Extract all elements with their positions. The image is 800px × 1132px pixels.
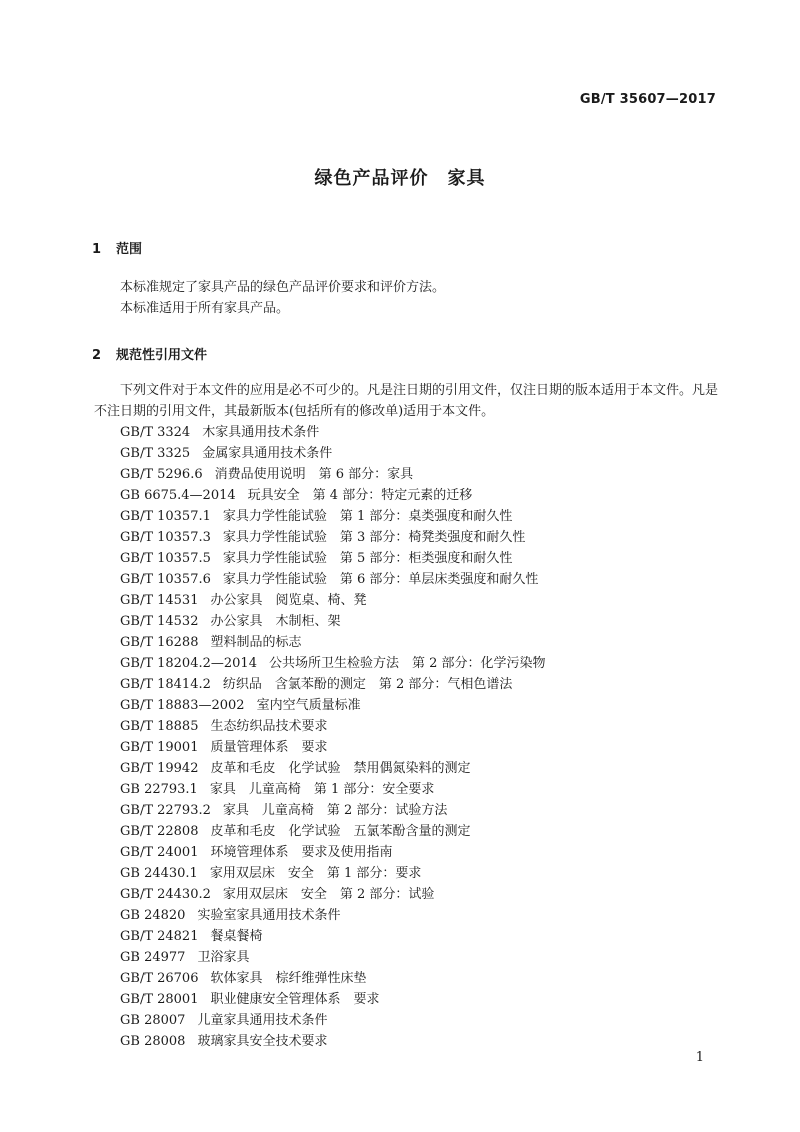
reference-item (120, 611, 546, 632)
reference-title: 皮革和毛皮 化学试验 五氯苯酚含量的测定 (210, 824, 471, 839)
reference-item (120, 947, 546, 968)
reference-item (120, 716, 546, 737)
reference-code: GB/T 18883—2002 (120, 698, 245, 713)
standard-code: GB/T 35607—2017 (579, 92, 716, 107)
reference-item (120, 842, 546, 863)
reference-title: 卫浴家具 (197, 950, 250, 965)
reference-code: GB/T 22793.2 (120, 803, 211, 818)
reference-item (120, 926, 546, 947)
section-number: 2 (92, 348, 102, 363)
reference-item (120, 863, 546, 884)
reference-title: 家具力学性能试验 第 3 部分：椅凳类强度和耐久性 (222, 530, 526, 545)
reference-code: GB 24820 (120, 908, 186, 923)
reference-code: GB/T 24821 (120, 929, 199, 944)
reference-item (120, 548, 546, 569)
section-title: 规范性引用文件 (116, 348, 208, 363)
reference-code: GB/T 10357.1 (120, 509, 211, 524)
reference-item (120, 674, 546, 695)
reference-title: 办公家具 木制柜、架 (210, 614, 341, 629)
reference-title: 实验室家具通用技术条件 (197, 908, 341, 923)
reference-title: 室内空气质量标准 (256, 698, 361, 713)
reference-code: GB/T 10357.3 (120, 530, 211, 545)
reference-code: GB 22793.1 (120, 782, 198, 797)
reference-code: GB 24977 (120, 950, 186, 965)
reference-title: 办公家具 阅览桌、椅、凳 (210, 593, 367, 608)
reference-code: GB/T 18885 (120, 719, 199, 734)
reference-item (120, 800, 546, 821)
reference-title: 金属家具通用技术条件 (202, 446, 333, 461)
reference-title: 质量管理体系 要求 (210, 740, 328, 755)
reference-title: 木家具通用技术条件 (202, 425, 320, 440)
reference-code: GB/T 5296.6 (120, 467, 203, 482)
reference-title: 家具 儿童高椅 第 1 部分：安全要求 (209, 782, 435, 797)
document-title: 绿色产品评价 家具 (314, 168, 486, 189)
reference-code: GB/T 3325 (120, 446, 191, 461)
reference-code: GB/T 16288 (120, 635, 199, 650)
reference-title: 玻璃家具安全技术要求 (197, 1034, 328, 1049)
reference-title: 家具力学性能试验 第 1 部分：桌类强度和耐久性 (222, 509, 513, 524)
reference-code: GB 24430.1 (120, 866, 198, 881)
reference-title: 家用双层床 安全 第 2 部分：试验 (222, 887, 435, 902)
reference-code: GB 28007 (120, 1013, 186, 1028)
reference-code: GB/T 22808 (120, 824, 199, 839)
reference-code: GB 6675.4—2014 (120, 488, 236, 503)
reference-code: GB/T 24430.2 (120, 887, 211, 902)
reference-title: 家具力学性能试验 第 5 部分：柜类强度和耐久性 (222, 551, 513, 566)
reference-code: GB/T 24001 (120, 845, 199, 860)
reference-item (120, 968, 546, 989)
reference-title: 消费品使用说明 第 6 部分：家具 (214, 467, 414, 482)
reference-code: GB/T 19001 (120, 740, 199, 755)
page-number: 1 (695, 1050, 704, 1065)
reference-item (120, 1031, 546, 1052)
reference-item (120, 737, 546, 758)
reference-item (120, 485, 546, 506)
reference-item (120, 1010, 546, 1031)
reference-list (120, 422, 546, 1052)
reference-code: GB/T 18204.2—2014 (120, 656, 257, 671)
reference-item (120, 905, 546, 926)
reference-title: 家用双层床 安全 第 1 部分：要求 (209, 866, 422, 881)
reference-code: GB/T 14532 (120, 614, 199, 629)
reference-item (120, 989, 546, 1010)
reference-item (120, 884, 546, 905)
reference-item (120, 422, 546, 443)
reference-code: GB/T 28001 (120, 992, 199, 1007)
reference-code: GB/T 26706 (120, 971, 199, 986)
reference-code: GB 28008 (120, 1034, 186, 1049)
reference-title: 餐桌餐椅 (210, 929, 263, 944)
reference-item (120, 779, 546, 800)
scope-paragraph-2: 本标准适用于所有家具产品。 (120, 301, 290, 316)
reference-item (120, 569, 546, 590)
reference-title: 家具 儿童高椅 第 2 部分：试验方法 (222, 803, 448, 818)
reference-title: 塑料制品的标志 (210, 635, 302, 650)
reference-item (120, 821, 546, 842)
reference-code: GB/T 3324 (120, 425, 191, 440)
reference-item (120, 632, 546, 653)
reference-title: 软体家具 棕纤维弹性床垫 (210, 971, 367, 986)
reference-item (120, 653, 546, 674)
section-title: 范围 (116, 242, 143, 257)
reference-item (120, 506, 546, 527)
reference-code: GB/T 10357.6 (120, 572, 211, 587)
reference-item (120, 590, 546, 611)
reference-item (120, 527, 546, 548)
reference-title: 生态纺织品技术要求 (210, 719, 328, 734)
reference-item (120, 758, 546, 779)
reference-code: GB/T 18414.2 (120, 677, 211, 692)
reference-title: 环境管理体系 要求及使用指南 (210, 845, 393, 860)
reference-item (120, 464, 546, 485)
section-number: 1 (92, 242, 102, 257)
references-intro: 下列文件对于本文件的应用是必不可少的。凡是注日期的引用文件，仅注日期的版本适用于本文件。凡是不注日期的引用文件，其最新版本(包括所有的修改单)适用于本文件。 (94, 383, 719, 419)
reference-code: GB/T 19942 (120, 761, 199, 776)
reference-title: 玩具安全 第 4 部分：特定元素的迁移 (247, 488, 473, 503)
reference-title: 皮革和毛皮 化学试验 禁用偶氮染料的测定 (210, 761, 471, 776)
reference-code: GB/T 14531 (120, 593, 199, 608)
reference-title: 公共场所卫生检验方法 第 2 部分：化学污染物 (268, 656, 546, 671)
section-heading-references (92, 344, 207, 363)
reference-item (120, 443, 546, 464)
reference-title: 儿童家具通用技术条件 (197, 1013, 328, 1028)
section-heading-scope (92, 238, 142, 257)
reference-title: 职业健康安全管理体系 要求 (210, 992, 380, 1007)
scope-paragraph-1: 本标准规定了家具产品的绿色产品评价要求和评价方法。 (120, 280, 446, 295)
reference-title: 家具力学性能试验 第 6 部分：单层床类强度和耐久性 (222, 572, 539, 587)
reference-code: GB/T 10357.5 (120, 551, 211, 566)
reference-item (120, 695, 546, 716)
reference-title: 纺织品 含氯苯酚的测定 第 2 部分：气相色谱法 (222, 677, 513, 692)
